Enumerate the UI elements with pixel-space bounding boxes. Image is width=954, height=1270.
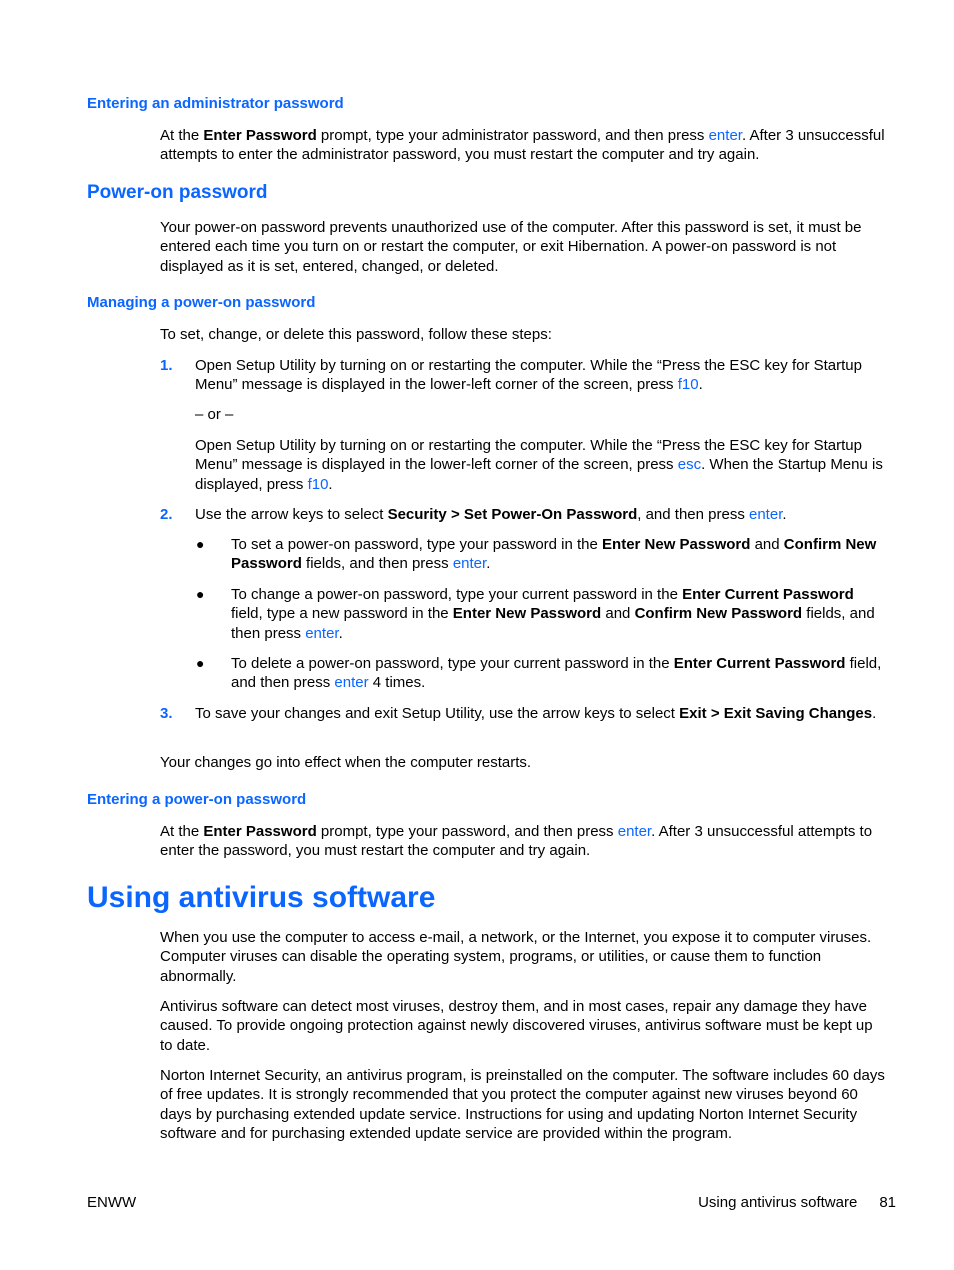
heading-power-on-password: Power-on password bbox=[87, 182, 268, 203]
antivirus-paragraph: Norton Internet Security, an antivirus program, is preinstalled on the computer. The software includes 60 days of free updates. It is strongly recommended that you protect the computer against new viruses beyond 60 days by purchasing extended update service. Instructions for using and updating Norton Internet Security software and for purchasing extended update service are provided within the program. bbox=[160, 1067, 885, 1142]
step-3-text: To save your changes and exit Setup Utility, use the arrow keys to select Exit > Exit Saving Changes. bbox=[195, 705, 877, 722]
bullet-delete-password: To delete a power-on password, type your current password in the Enter Current Password field, and then press enter 4 times. bbox=[231, 655, 882, 692]
antivirus-paragraph: When you use the computer to access e-mail, a network, or the Internet, you expose it to computer viruses. Computer viruses can disable the operating system, programs, or utilities, or cause them to function abnormally. bbox=[160, 929, 872, 985]
entering-power-on-paragraph: At the Enter Password prompt, type your password, and then press enter. After 3 unsuccessful attempts to enter the password, you must restart the computer and try again. bbox=[160, 823, 873, 860]
managing-intro: To set, change, or delete this password, follow these steps: bbox=[160, 326, 552, 343]
admin-password-paragraph: At the Enter Password prompt, type your administrator password, and then press enter. After 3 unsuccessful attempts to enter the administrator password, you must restart the computer and try again. bbox=[160, 127, 885, 164]
antivirus-paragraph: Antivirus software can detect most viruses, destroy them, and in most cases, repair any damage they have caused. To provide ongoing protection against newly discovered viruses, antivirus software must be kept up to date. bbox=[160, 998, 873, 1054]
step-1-text: Open Setup Utility by turning on or restarting the computer. While the “Press the ESC key for Startup Menu” message is displayed in the lower-left corner of the screen, press f10. bbox=[195, 357, 862, 394]
changes-note: Your changes go into effect when the computer restarts. bbox=[160, 754, 532, 771]
bullet-icon: ● bbox=[196, 655, 205, 671]
step-2-text: Use the arrow keys to select Security > Set Power-On Password, and then press enter. bbox=[195, 506, 787, 523]
step-number: 2. bbox=[160, 506, 173, 523]
step-number: 1. bbox=[160, 357, 173, 374]
footer-section-title: Using antivirus software bbox=[698, 1194, 858, 1211]
heading-managing-power-on-password: Managing a power-on password bbox=[87, 294, 316, 311]
or-separator: – or – bbox=[195, 406, 234, 423]
heading-using-antivirus-software: Using antivirus software bbox=[87, 881, 436, 914]
step-number: 3. bbox=[160, 705, 173, 722]
heading-entering-admin-password: Entering an administrator password bbox=[87, 95, 344, 112]
bullet-change-password: To change a power-on password, type your current password in the Enter Current Password field, type a new password in the Enter New Password and Confirm New Password fields, and then press enter. bbox=[231, 586, 875, 642]
power-on-paragraph: Your power-on password prevents unauthorized use of the computer. After this password is set, it must be entered each time you turn on or restart the computer, or exit Hibernation. A power-on password is not displayed as it is set, entered, changed, or deleted. bbox=[160, 219, 862, 275]
bullet-icon: ● bbox=[196, 586, 205, 602]
step-1-alternative-text: Open Setup Utility by turning on or restarting the computer. While the “Press the ESC key for Startup Menu” message is displayed in the lower-left corner of the screen, press esc. When the Startup Menu is displayed, press f10. bbox=[195, 437, 883, 493]
footer-left: ENWW bbox=[87, 1194, 137, 1211]
bullet-set-password: To set a power-on password, type your password in the Enter New Password and Confirm New Password fields, and then press enter. bbox=[231, 536, 877, 573]
page-number: 81 bbox=[879, 1194, 896, 1211]
footer-right bbox=[698, 1193, 896, 1212]
bullet-icon: ● bbox=[196, 536, 205, 552]
heading-entering-power-on-password: Entering a power-on password bbox=[87, 791, 307, 808]
